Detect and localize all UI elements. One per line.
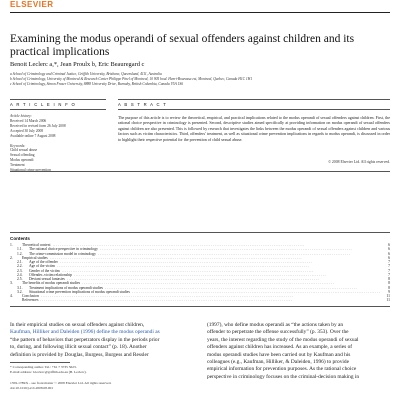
abstract-heading: A B S T R A C T — [118, 102, 168, 107]
toc-entry-number: 2.2. — [17, 264, 23, 269]
article-history — [10, 114, 106, 173]
body-line: empirical information for prevention purposes. As the rational choice — [207, 366, 357, 373]
toc-entry-title: Empirical studies — [22, 255, 48, 260]
body-line: to, during, and following illicit sexual contact” (p. 18). Another — [10, 344, 147, 351]
toc-entry-number: 3.2. — [17, 289, 23, 294]
contents-bottom-rule — [10, 306, 390, 307]
toc-entry-number: 2.1. — [17, 260, 23, 264]
toc-entry-page: 8 — [388, 281, 390, 286]
toc-leader-dots — [40, 298, 380, 302]
toc-entry-title: Age of the offender — [29, 260, 58, 264]
toc-entry-number: 2.4. — [17, 272, 23, 277]
toc-entry-title: Conclusion — [22, 294, 39, 298]
toc-entry-page: 11 — [386, 298, 390, 303]
article-authors: Benoit Leclerc a,*, Jean Proulx b, Eric Beauregard c — [10, 61, 145, 68]
contents-top-rule — [10, 232, 390, 233]
toc-entry-page: 11 — [386, 294, 390, 298]
footnote-doi[interactable]: doi:10.1016/j.avb.2008.08.001 — [10, 386, 54, 390]
toc-entry-title: Deviant sexual fantasies — [29, 277, 65, 281]
keywords-label: Keywords: — [10, 143, 26, 148]
body-line: offenders against children has increased. As an example, a series of — [207, 344, 353, 351]
body-line: years, the interest regarding the study of the modus operandi of sexual — [207, 336, 359, 343]
footnote-corresponding: * Corresponding author. Tel.: +61 7 3735 5623. — [10, 365, 77, 369]
article-info-heading: A R T I C L E I N F O — [10, 102, 77, 107]
toc-entry-title: The crime-commission model in criminology — [29, 251, 96, 256]
toc-entry-page: 7 — [388, 264, 390, 269]
toc-entry[interactable] — [10, 298, 390, 302]
article-info-rule-bottom — [10, 109, 106, 110]
toc-entry-page: 6 — [388, 247, 390, 252]
abstract-end-rule — [10, 171, 390, 172]
keyword-item: Sexual offending — [10, 153, 35, 158]
affiliation-a: a School of Criminology and Criminal Justice, Griffith University, Brisbane, Queensland, 4111, Australia — [10, 72, 162, 76]
abstract-rule — [118, 99, 390, 100]
toc-entry-number: 4. — [10, 294, 13, 298]
toc-entry-number: 3. — [10, 281, 13, 286]
toc-entry-number: 2.3. — [17, 268, 23, 273]
affiliation-b: b School of Criminology, University of Montreal & Research Center Philippe Pinel of Montreal, 10 905 boul. Henri-Bourassa est, Montreal, Quebec, Canada H1C 1H1 — [10, 77, 253, 81]
toc-entry-page: 8 — [388, 285, 390, 290]
abstract-text: The purpose of this article is to review the theoretical, empirical, and practical implications related to the modus operandi of sexual offenders against children. First, the rational choice perspective in criminology is presented. Second, descriptive studies aimed specifically at providing information on modus operandi of sexual offenders against children are also presented. This is followed by research that investigates the links between the modus operandi of sexual offenders against children and various factors such as victim characteristics. Third, offenders' treatment, as well as situational crime prevention implications in regards to modus operandi, is discussed in order to highlight their respective potential for the prevention of child sexual abuse. — [118, 115, 390, 142]
toc-entry-title: Situational crime prevention implications of modus operandi studies — [29, 289, 130, 294]
footnote-issn: 1359-1789/$ – see front matter © 2008 Elsevier Ltd. All rights reserved. — [10, 381, 112, 385]
toc-entry-number: 1.1. — [17, 247, 23, 252]
toc-entry-number: 1. — [10, 243, 13, 247]
keyword-item: Modus operandi — [10, 158, 34, 163]
toc-entry-number: 2. — [10, 255, 13, 260]
footnote-email[interactable]: E-mail address: b.leclerc@griffith.edu.au (B. Leclerc). — [10, 370, 87, 374]
article-title: Examining the modus operandi of sexual offenders against children and its practical implications — [10, 33, 355, 58]
body-line: definition is provided by Douglas, Burgess, Burgess and Ressler — [10, 351, 149, 358]
toc-entry-number: 1.2. — [17, 251, 23, 256]
body-line: In their empirical studies on sexual offenders against children, — [10, 322, 145, 328]
toc-entry-page: 8 — [388, 277, 390, 281]
abstract-copyright: © 2008 Elsevier Ltd. All rights reserved. — [328, 160, 390, 164]
body-left-column — [10, 322, 193, 359]
toc-entry-title: The benefits of modus operandi studies — [22, 281, 81, 286]
abstract-rule-bottom — [118, 109, 390, 110]
body-line: offender to perpetrate the offense successfully” (p. 353). Over the — [207, 329, 349, 336]
history-online: Available online 7 August 2008 — [10, 133, 56, 138]
toc-entry-title: References — [22, 298, 39, 303]
body-line: “the pattern of behaviors that perpetrators display in the periods prior — [10, 336, 160, 343]
toc-entry-title: Offender–victim relationship — [29, 272, 72, 277]
elsevier-logo: ELSEVIER — [10, 0, 54, 9]
history-label: Article history: — [10, 114, 32, 118]
table-of-contents — [10, 243, 390, 303]
body-line: (1997), who define modus operandi as “the actions taken by an — [207, 322, 344, 328]
history-received: Received 14 March 2006 — [10, 118, 47, 123]
toc-entry-title: The rational choice perspective in criminology — [29, 247, 98, 252]
toc-entry-number: 2.5. — [17, 277, 23, 281]
article-info-rule — [10, 99, 106, 100]
keyword-item: Treatment — [10, 163, 25, 168]
keyword-item: Child sexual abuse — [10, 148, 38, 153]
toc-entry-page: 6 — [388, 243, 390, 247]
body-line: modus operandi studies have been carried out by Kaufman and his — [207, 351, 351, 358]
keyword-item: Situational crime prevention — [10, 168, 51, 173]
body-line-citation: colleagues (e.g., Kaufman, Hilliker, & Daleiden, 1996) to provide — [207, 359, 349, 366]
body-line-citation[interactable]: Kaufman, Hilliker and Daleiden (1996) define the modus operandi as — [10, 329, 160, 336]
footnote-rule — [10, 362, 70, 363]
toc-entry-page: 7 — [388, 260, 390, 264]
history-accepted: Accepted 30 July 2008 — [10, 128, 44, 133]
toc-entry-title: Gender of the victim — [29, 268, 60, 273]
toc-entry-number: 3.1. — [17, 285, 23, 290]
toc-entry-page: 7 — [388, 268, 390, 273]
header-rule — [10, 12, 390, 13]
toc-entry-page: 6 — [388, 251, 390, 256]
toc-entry-title: Treatment implications of modus operandi studies — [29, 285, 103, 290]
body-line: perspective in criminology focuses on the criminal-decision making in — [207, 373, 360, 380]
toc-entry-title: Age of the victim — [29, 264, 55, 269]
history-revised: Received in revised form 26 July 2008 — [10, 123, 66, 128]
toc-entry-page: 7 — [388, 272, 390, 277]
body-right-column — [207, 322, 390, 381]
toc-entry-page: 6 — [388, 255, 390, 260]
contents-heading: Contents — [10, 236, 30, 241]
toc-entry-page: 9 — [388, 289, 390, 294]
affiliation-c: c School of Criminology, Simon Fraser University, 8888 University Drive, Burnaby, British Columbia, Canada V5A 1S6 — [10, 82, 184, 86]
toc-entry-title: Theoretical context — [22, 243, 51, 247]
